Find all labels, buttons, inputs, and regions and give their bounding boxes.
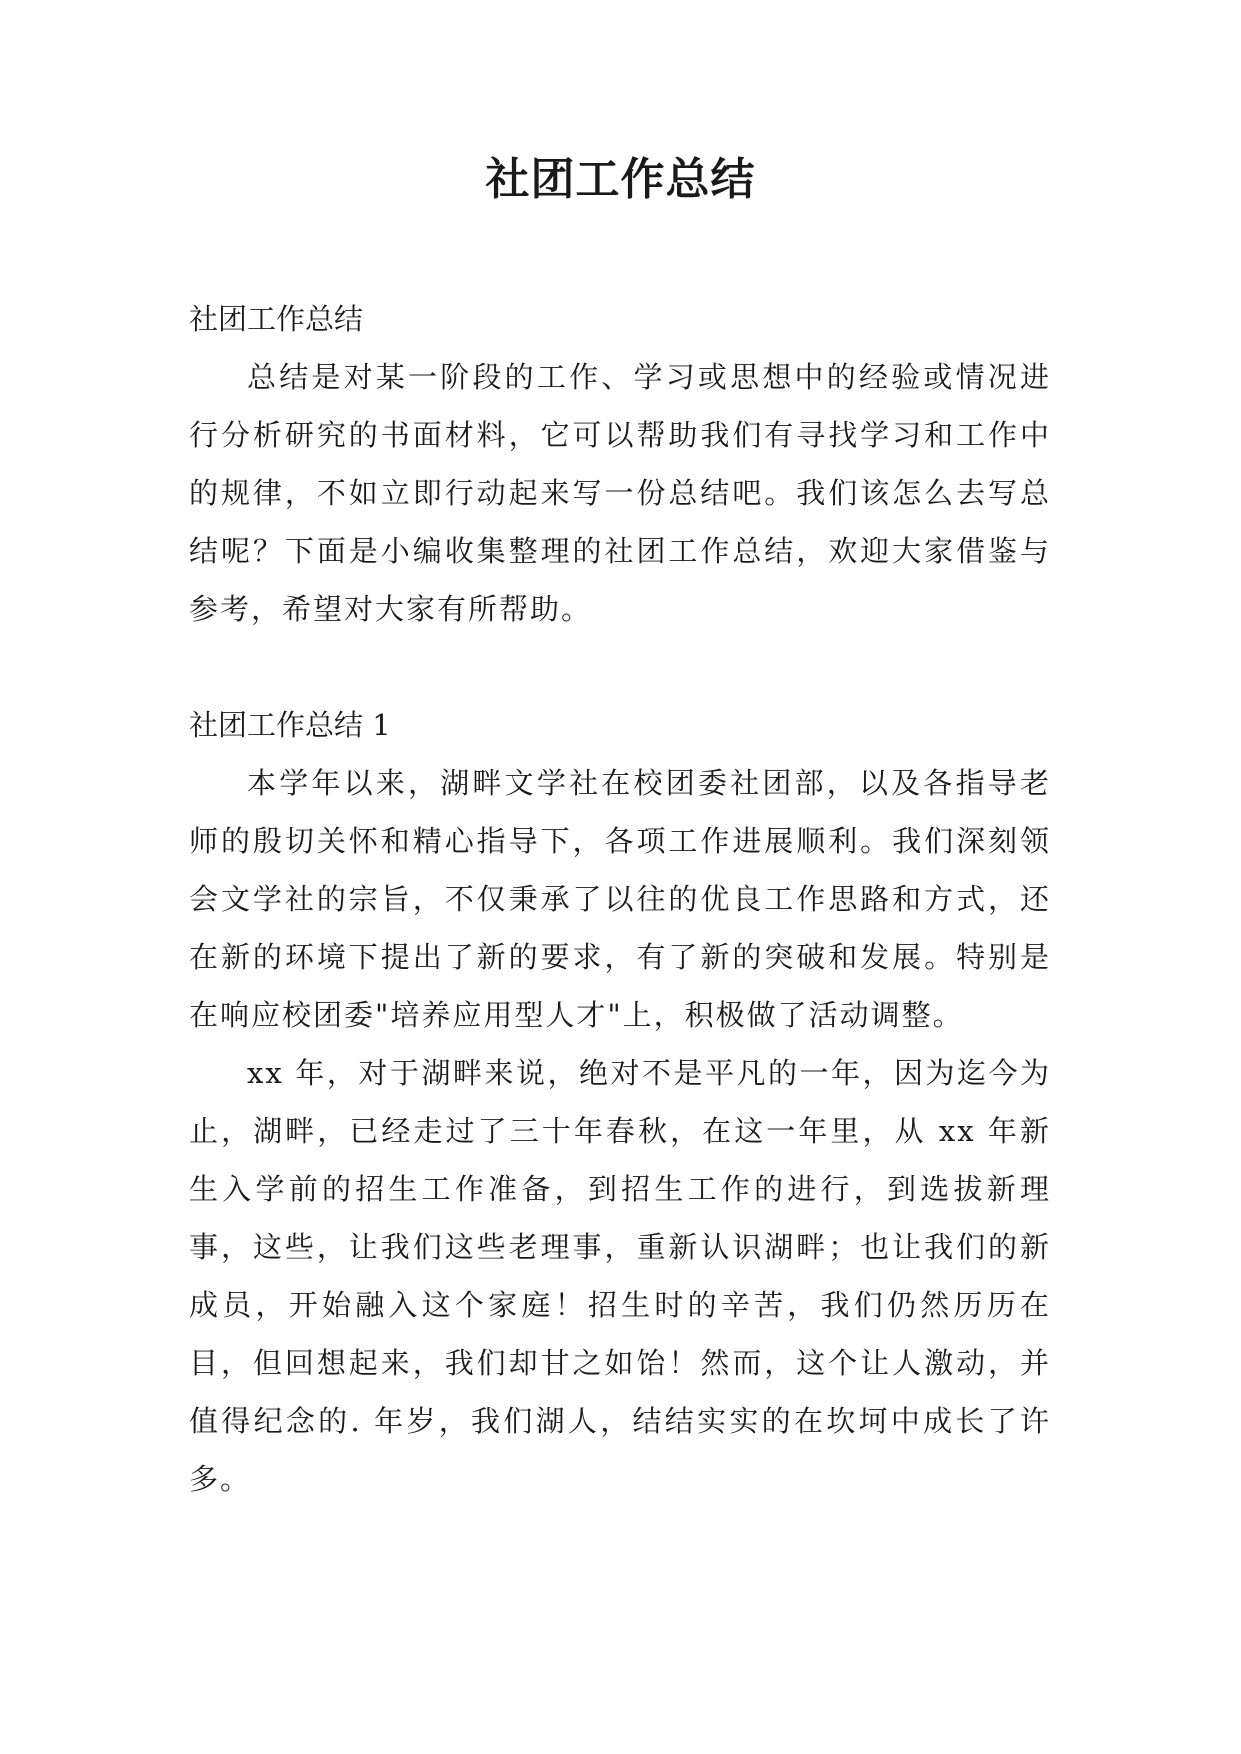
paragraph: 总结是对某一阶段的工作、学习或思想中的经验或情况进行分析研究的书面材料，它可以帮助我们有寻找学习和工作中的规律，不如立即行动起来写一份总结吧。我们该怎么去写总结呢？下面是小编收集整理的社团工作总结，欢迎大家借鉴与参考，希望对大家有所帮助。 bbox=[189, 360, 1051, 626]
section-heading-intro: 社团工作总结 bbox=[189, 302, 364, 336]
paragraph: 本学年以来，湖畔文学社在校团委社团部，以及各指导老师的殷切关怀和精心指导下，各项工作进展顺利。我们深刻领会文学社的宗旨，不仅秉承了以往的优良工作思路和方式，还在新的环境下提出了新的要求，有了新的突破和发展。特别是在响应校团委"培养应用型人才"上，积极做了活动调整。 bbox=[189, 766, 1051, 1032]
section-heading-1: 社团工作总结 1 bbox=[189, 708, 391, 742]
document-body bbox=[189, 290, 1051, 1508]
section-spacer bbox=[189, 638, 1051, 696]
document-title: 社团工作总结 bbox=[485, 154, 756, 205]
paragraph: xx 年，对于湖畔来说，绝对不是平凡的一年，因为迄今为止，湖畔，已经走过了三十年春秋，在这一年里，从 xx 年新生入学前的招生工作准备，到招生工作的进行，到选拔新理事，这些，让我们这些老理事，重新认识湖畔；也让我们的新成员，开始融入这个家庭！招生时的辛苦，我们仍然历历在目，但回想起来，我们却甘之如饴！然而，这个让人激动，并值得纪念的. 年岁，我们湖人，结结实实的在坎坷中成长了许多。 bbox=[189, 1056, 1051, 1496]
